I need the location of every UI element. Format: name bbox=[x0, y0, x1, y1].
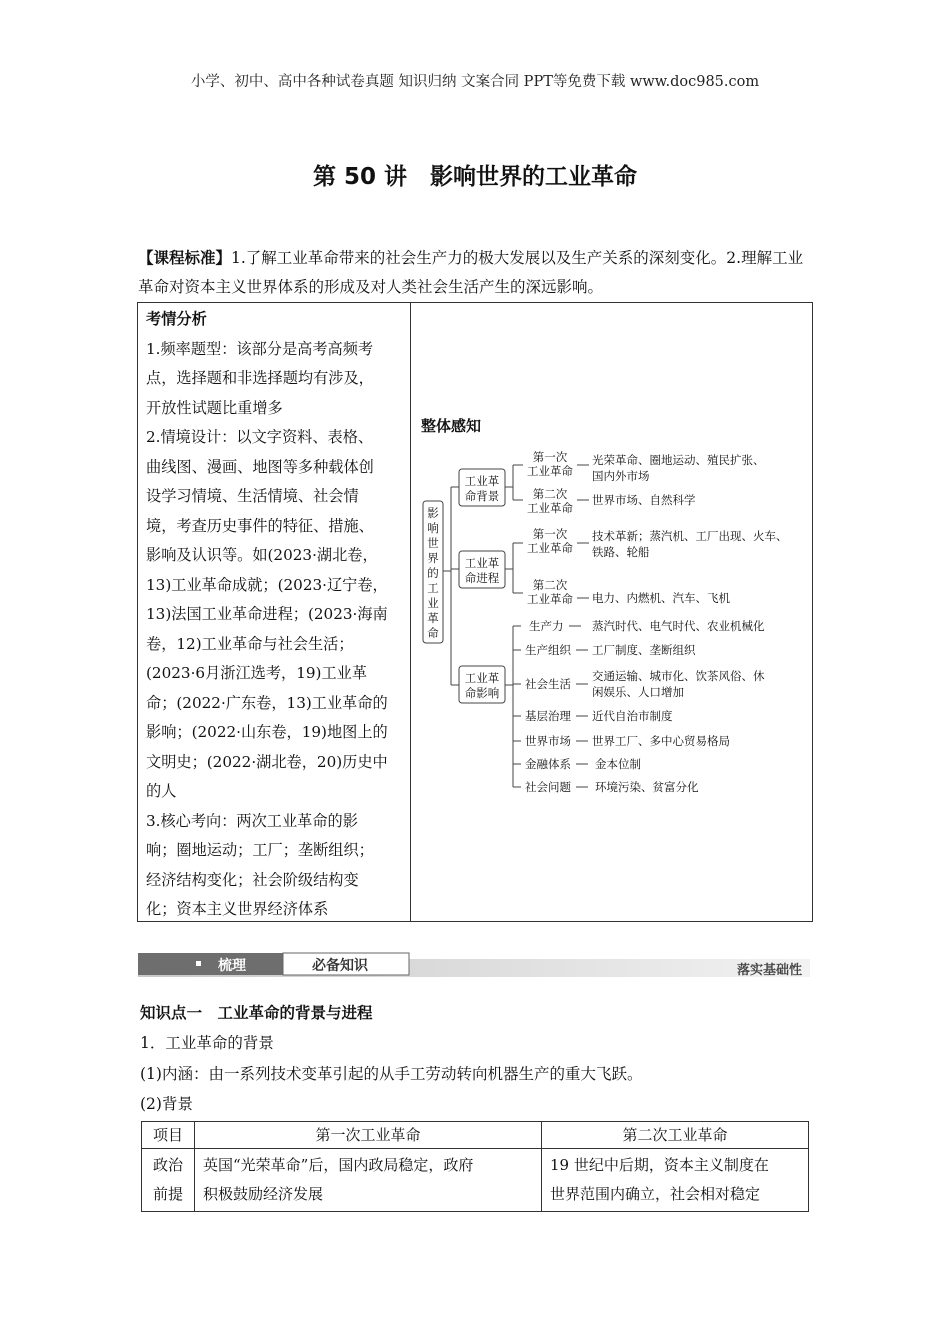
section-right-label: 落实基础性 bbox=[736, 963, 802, 978]
analysis-line: 1.频率题型：该部分是高考高频考 bbox=[146, 339, 374, 358]
bg-second-label: 工业革命 bbox=[527, 501, 573, 515]
impact-text: 环境污染、贫富分化 bbox=[595, 780, 699, 794]
table-header: 第二次工业革命 bbox=[542, 1122, 809, 1149]
pr-first-text: 技术革新；蒸汽机、工厂出现、火车、 bbox=[592, 529, 788, 543]
analysis-line: 13)工业革命成就；(2023·辽宁卷， bbox=[146, 575, 388, 594]
analysis-line: 境，考查历史事件的特征、措施、 bbox=[146, 516, 374, 535]
root-char: 业 bbox=[427, 596, 439, 610]
analysis-line: 2.情境设计：以文字资料、表格、 bbox=[146, 428, 374, 446]
impact-label: 基层治理 bbox=[525, 709, 571, 723]
analysis-line: 点，选择题和非选择题均有涉及， bbox=[146, 369, 374, 387]
impact-text: 交通运输、城市化、饮茶风俗、休 bbox=[592, 669, 765, 683]
bg-first-text: 国内外市场 bbox=[592, 469, 650, 483]
analysis-line: 文明史；(2022·湖北卷，20)历史中 bbox=[146, 752, 388, 771]
node-background: 工业革 bbox=[464, 474, 500, 488]
bg-first-label: 第一次 bbox=[532, 450, 568, 464]
bg-first-label: 工业革命 bbox=[527, 464, 573, 478]
root-char: 界 bbox=[427, 551, 439, 565]
node-impact: 命影响 bbox=[464, 686, 500, 700]
analysis-line: 经济结构变化；社会阶级结构变 bbox=[146, 870, 359, 889]
bg-second-text: 世界市场、自然科学 bbox=[592, 493, 696, 507]
cell-line: 19 世纪中后期，资本主义制度在 bbox=[550, 1156, 769, 1174]
knowledge-point-title: 知识点一 工业革命的背景与进程 bbox=[140, 1004, 373, 1022]
impact-text: 近代自治市制度 bbox=[592, 709, 673, 723]
analysis-line: 设学习情境、生活情境、社会情 bbox=[146, 487, 359, 505]
top-banner: 小学、初中、高中各种试卷真题 知识归纳 文案合同 PPT等免费下载 www.doc985.com bbox=[190, 74, 760, 90]
impact-label: 金融体系 bbox=[525, 757, 571, 771]
impact-text: 金本位制 bbox=[595, 757, 641, 771]
table-header: 项目 bbox=[142, 1122, 195, 1149]
impact-text: 世界工厂、多中心贸易格局 bbox=[592, 734, 730, 748]
impact-label: 社会问题 bbox=[525, 780, 571, 794]
page-title: 第 50 讲 影响世界的工业革命 bbox=[312, 164, 638, 190]
cell-line: 世界范围内确立，社会相对稳定 bbox=[550, 1185, 761, 1203]
analysis-line: 的人 bbox=[146, 782, 177, 800]
analysis-line: (2023·6月浙江选考，19)工业革 bbox=[146, 664, 368, 682]
node-impact: 工业革 bbox=[464, 671, 500, 685]
knowledge-para: (2)背景 bbox=[140, 1095, 193, 1113]
pr-first-label: 第一次 bbox=[532, 527, 568, 541]
impact-text: 工厂制度、垄断组织 bbox=[592, 643, 696, 657]
analysis-heading: 考情分析 bbox=[146, 310, 207, 328]
mind-map bbox=[411, 303, 812, 921]
impact-label: 世界市场 bbox=[525, 734, 571, 748]
analysis-column bbox=[138, 303, 411, 921]
impact-label: 社会生活 bbox=[525, 677, 571, 691]
knowledge-para: 1．工业革命的背景 bbox=[140, 1034, 274, 1052]
pr-first-label: 工业革命 bbox=[527, 541, 573, 555]
pr-second-label: 工业革命 bbox=[527, 592, 573, 606]
table-header: 第一次工业革命 bbox=[195, 1122, 542, 1149]
pr-second-label: 第二次 bbox=[532, 578, 568, 592]
node-process: 命进程 bbox=[464, 571, 500, 585]
cell-line: 积极鼓励经济发展 bbox=[203, 1185, 324, 1203]
table-row bbox=[142, 1149, 809, 1212]
course-standard bbox=[138, 244, 813, 302]
table-row-label-line: 政治 bbox=[152, 1156, 183, 1174]
analysis-line: 化；资本主义世界经济体系 bbox=[146, 900, 329, 918]
section-tag: 梳理 bbox=[218, 958, 246, 974]
section-bar bbox=[138, 951, 810, 979]
impact-label: 生产组织 bbox=[525, 643, 571, 657]
course-standard-label: 【课程标准】 bbox=[138, 249, 232, 267]
bg-second-label: 第二次 bbox=[532, 487, 568, 501]
root-char: 命 bbox=[427, 626, 439, 640]
impact-label: 生产力 bbox=[529, 619, 564, 633]
table-row-label-line: 前提 bbox=[152, 1185, 183, 1203]
root-char: 的 bbox=[427, 566, 439, 580]
section-name: 必备知识 bbox=[312, 958, 368, 974]
bg-first-text: 光荣革命、圈地运动、殖民扩张、 bbox=[592, 453, 765, 467]
analysis-table bbox=[137, 302, 813, 922]
analysis-line: 卷，12)工业革命与社会生活； bbox=[146, 634, 354, 653]
pr-second-text: 电力、内燃机、汽车、飞机 bbox=[592, 591, 730, 605]
overview-column bbox=[411, 303, 812, 921]
analysis-line: 响；圈地运动；工厂；垄断组织； bbox=[146, 841, 374, 859]
root-char: 工 bbox=[427, 581, 439, 595]
impact-text: 蒸汽时代、电气时代、农业机械化 bbox=[592, 619, 765, 633]
analysis-line: 开放性试题比重增多 bbox=[146, 398, 283, 417]
table-row-label bbox=[142, 1149, 195, 1212]
table-cell-first bbox=[195, 1149, 542, 1212]
root-char: 响 bbox=[427, 521, 439, 535]
overview-title: 整体感知 bbox=[421, 417, 482, 435]
node-background: 命背景 bbox=[464, 489, 500, 503]
background-table bbox=[141, 1121, 809, 1212]
node-process: 工业革 bbox=[464, 556, 500, 570]
impact-text: 闲娱乐、人口增加 bbox=[592, 685, 684, 699]
root-char: 影 bbox=[427, 506, 439, 520]
analysis-line: 13)法国工业革命进程；(2023·海南 bbox=[146, 605, 388, 623]
analysis-line: 影响及认识等。如(2023·湖北卷， bbox=[146, 546, 378, 564]
cell-line: 英国“光荣革命”后，国内政局稳定，政府 bbox=[203, 1156, 474, 1174]
table-cell-second bbox=[542, 1149, 809, 1212]
analysis-line: 影响；(2022·山东卷，19)地图上的 bbox=[146, 723, 388, 741]
analysis-line: 曲线图、漫画、地图等多种载体创 bbox=[146, 457, 374, 476]
analysis-line: 命；(2022·广东卷，13)工业革命的 bbox=[146, 693, 388, 712]
knowledge-para: (1)内涵：由一系列技术变革引起的从手工劳动转向机器生产的重大飞跃。 bbox=[140, 1065, 643, 1083]
analysis-line: 3.核心考向：两次工业革命的影 bbox=[146, 811, 358, 830]
table-header-row bbox=[142, 1122, 809, 1149]
pr-first-text: 铁路、轮船 bbox=[592, 545, 650, 559]
root-char: 世 bbox=[427, 536, 439, 550]
course-standard-text: 1.了解工业革命带来的社会生产力的极大发展以及生产关系的深刻变化。2.理解工业革命对资本主义世界体系的形成及对人类社会生活产生的深远影响。 bbox=[138, 249, 804, 296]
root-char: 革 bbox=[427, 611, 439, 625]
